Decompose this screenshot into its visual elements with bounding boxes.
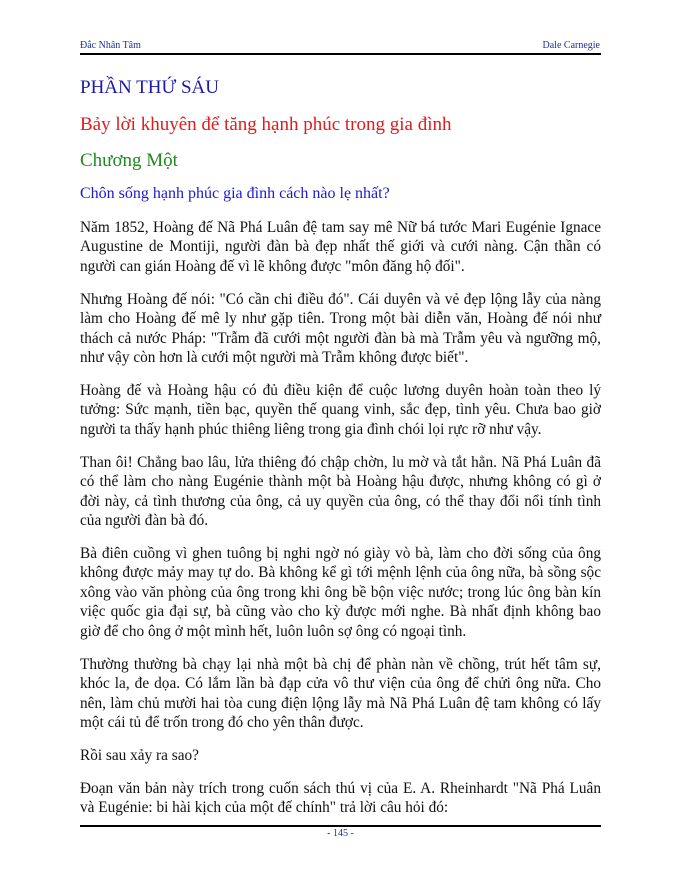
paragraph: Thường thường bà chạy lại nhà một bà chị để phàn nàn về chồng, trút hết tâm sự, khóc la, đe dọa. Có lắm lần bà đạp cửa vô thư viện của ông để chửi ông nữa. Cho nên, làm chủ mười hai tòa cung điện lộng lẫy mà Nã Phá Luân đệ tam không có lấy một cái tủ để trốn trong đó cho yên thân được. [80,655,601,731]
paragraph: Than ôi! Chẳng bao lâu, lửa thiêng đó chập chờn, lu mờ và tắt hẳn. Nã Phá Luân đã có thể làm cho nàng Eugénie thành một bà Hoàng hậu được, nhưng không có gì ở đời này, cả tình thương của ông, cả uy quyền của ông, có thể thay đổi nổi tính tình của người đàn bà đó. [80,453,601,530]
part-subtitle: Bảy lời khuyên để tăng hạnh phúc trong gia đình [80,114,452,135]
page-header [80,40,600,54]
paragraph: Hoàng đế và Hoàng hậu có đủ điều kiện để cuộc lương duyên hoàn toàn theo lý tưởng: Sức mạnh, tiền bạc, quyền thế quang vinh, sắc đẹp, tình yêu. Chưa bao giờ người ta thấy hạnh phúc thiêng liêng trong gia đình chói lọi rực rỡ như vậy. [80,382,601,438]
header-author: Dale Carnegie [542,40,600,51]
body-text [80,218,601,831]
paragraph: Rồi sau xảy ra sao? [80,746,199,764]
paragraph: Năm 1852, Hoàng đế Nã Phá Luân đệ tam say mê Nữ bá tước Mari Eugénie Ignace Augustine de Montiji, người đàn bà đẹp nhất thế giới và cưới nàng. Cận thần có người can gián Hoàng đế vì lẽ không được "môn đăng hộ đối". [80,219,601,275]
part-title: PHẦN THỨ SÁU [80,77,219,98]
header-divider [80,53,601,55]
page-number: - 145 - [327,828,354,839]
chapter-title: Chương Một [80,150,178,171]
paragraph: Đoạn văn bản này trích trong cuốn sách thú vị của E. A. Rheinhardt "Nã Phá Luân và Eugénie: bi hài kịch của một đế chính" trả lời câu hỏi đó: [80,779,601,817]
header-book-title: Đắc Nhân Tâm [80,40,141,51]
paragraph: Nhưng Hoàng đế nói: "Có cần chi điều đó". Cái duyên và vẻ đẹp lộng lẫy của nàng làm cho Hoàng đế mê ly như gặp tiên. Trong một bài diễn văn, Hoàng đế nói như thách cả nước Pháp: "Trẫm đã cưới một người đàn bà mà Trẫm yêu và ngưỡng mộ, như vậy còn hơn là cưới một người mà Trẫm không được biết". [80,290,601,367]
paragraph: Bà điên cuồng vì ghen tuông bị nghi ngờ nó giày vò bà, làm cho đời sống của ông không được mảy may tự do. Bà không kể gì tới mệnh lệnh của ông nữa, bà sồng sộc xông vào văn phòng của ông trong khi ông bề bộn việc nước; trong lúc ông bàn kín việc quốc gia đại sự, bà cũng vào cho kỳ được mới nghe. Bà nhất định không bao giờ để cho ông ở một mình hết, luôn luôn sợ ông có ngoại tình. [80,545,601,640]
section-title: Chôn sống hạnh phúc gia đình cách nào lẹ nhất? [80,185,390,202]
footer-divider [80,825,601,827]
